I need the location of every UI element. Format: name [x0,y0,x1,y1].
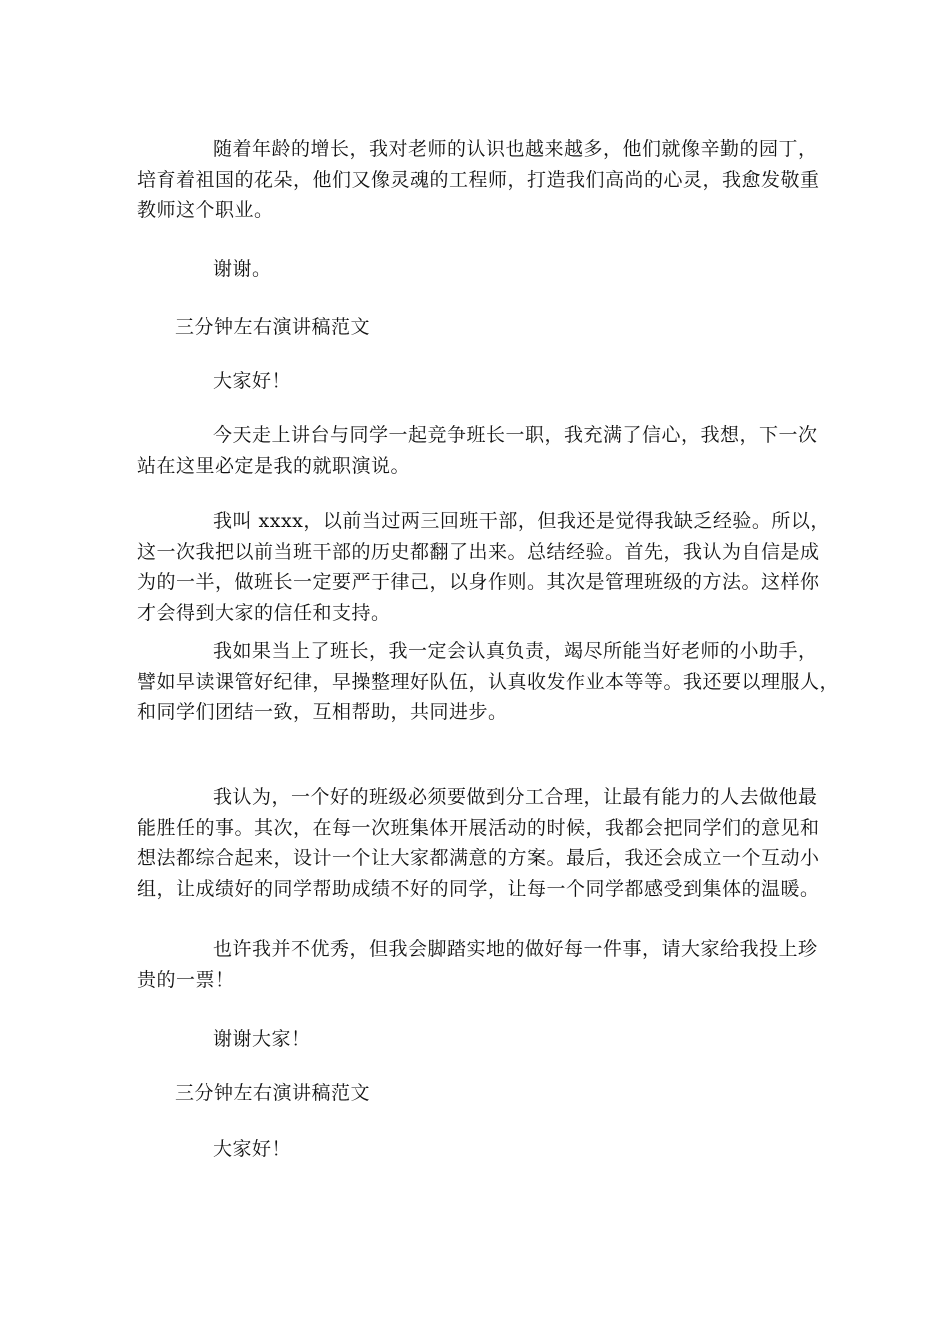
closing [137,1024,817,1055]
paragraph-line: 也许我并不优秀，但我会脚踏实地的做好每一件事，请大家给我投上珍 [213,938,818,960]
paragraph-line: 教师这个职业。 [137,199,274,221]
paragraph-line: 为的一半，做班长一定要严于律己，以身作则。其次是管理班级的方法。这样你 [137,571,820,593]
paragraph-line: 这一次我把以前当班干部的历史都翻了出来。总结经验。首先，我认为自信是成 [137,540,820,563]
paragraph-line: 我如果当上了班长，我一定会认真负责，竭尽所能当好老师的小助手， [213,640,818,662]
paragraph-line: 才会得到大家的信任和支持。 [137,601,391,624]
paragraph-line: 站在这里必定是我的就职演说。 [137,454,411,477]
paragraph-line: 谢谢大家！ [213,1028,311,1050]
heading-line: 三分钟左右演讲稿范文 [175,1082,371,1104]
paragraph-line: 组，让成绩好的同学帮助成绩不好的同学，让每一个同学都感受到集体的温暖。 [137,877,820,900]
greeting [137,1134,817,1165]
section-heading [175,1078,855,1109]
greeting [137,366,817,397]
paragraph [137,420,817,481]
paragraph-line: 想法都综合起来，设计一个让大家都满意的方案。最后，我还会成立一个互动小 [137,847,820,869]
paragraph [137,134,820,226]
heading-line: 三分钟左右演讲稿范文 [175,316,371,338]
paragraph [137,254,817,285]
paragraph-line: 我叫 xxxx，以前当过两三回班干部，但我还是觉得我缺乏经验。所以， [213,510,830,532]
paragraph-line: 我认为，一个好的班级必须要做到分工合理，让最有能力的人去做他最 [213,786,818,808]
paragraph-line: 随着年龄的增长，我对老师的认识也越来越多，他们就像辛勤的园丁， [213,138,818,160]
paragraph-line: 谢谢。 [213,258,272,280]
paragraph-line: 和同学们团结一致，互相帮助，共同进步。 [137,701,508,723]
paragraph-line: 培育着祖国的花朵，他们又像灵魂的工程师，打造我们高尚的心灵，我愈发敬重 [137,168,820,191]
paragraph [137,636,840,728]
paragraph-line: 大家好！ [213,1138,292,1160]
paragraph [137,934,817,995]
paragraph-line: 贵的一票！ [137,968,235,991]
paragraph-line: 今天走上讲台与同学一起竞争班长一职，我充满了信心，我想，下一次 [213,424,818,446]
paragraph-line: 能胜任的事。其次，在每一次班集体开展活动的时候，我都会把同学们的意见和 [137,816,820,839]
paragraph [137,782,820,904]
section-heading [175,312,855,343]
paragraph [137,506,830,628]
paragraph-line: 譬如早读课管好纪律，早操整理好队伍，认真收发作业本等等。我还要以理服人， [137,670,840,693]
paragraph-line: 大家好！ [213,370,292,392]
